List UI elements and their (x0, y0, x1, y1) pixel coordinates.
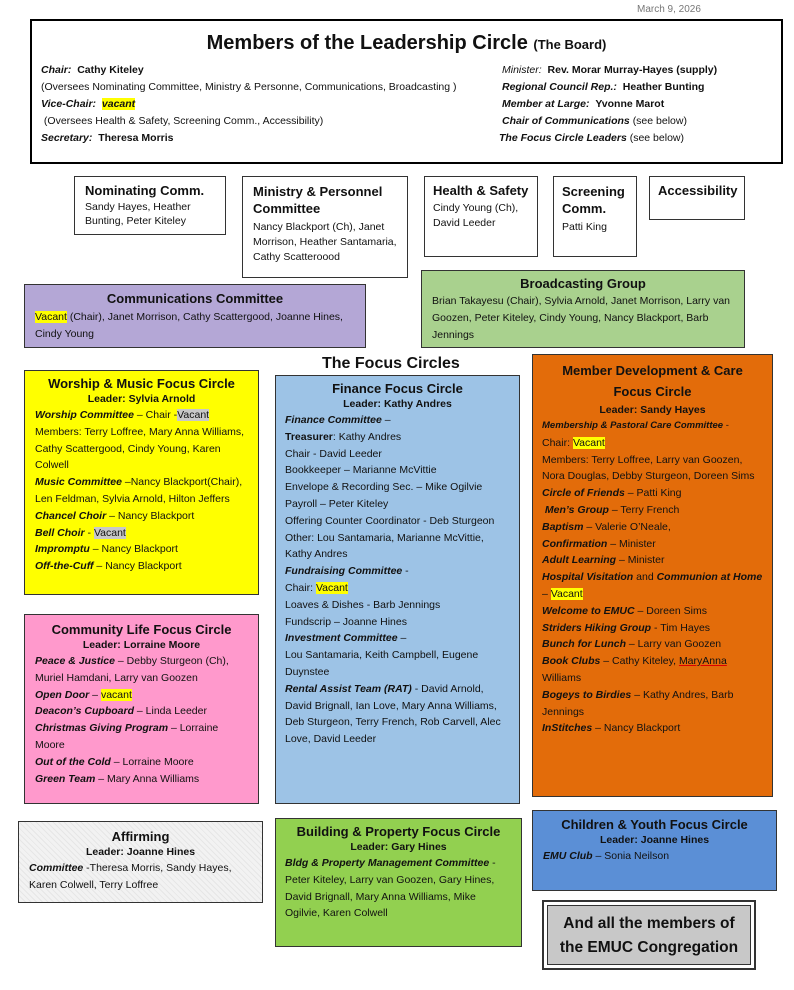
item-0 (542, 485, 763, 502)
board-chair (41, 62, 457, 79)
ministry-personnel-committee (242, 176, 408, 278)
nominating-members: Sandy Hayes, Heather Bunting, Peter Kiteley (85, 201, 191, 227)
deacon-label: Deacon’s Cupboard (35, 705, 134, 718)
finance-other: Other: Lou Santamaria, Marianne McVittie, Kathy Andres (285, 531, 484, 561)
item3-1-text: – Nancy Blackport (592, 722, 681, 735)
opendoor-label: Open Door (35, 688, 90, 701)
worship-music-circle (24, 370, 259, 595)
affirming-title: Affirming (111, 829, 170, 844)
pastoral-chair-vacant: Vacant (572, 436, 605, 449)
item2-2-text: – Larry van Goozen (626, 638, 722, 651)
music-label: Music Committee (35, 476, 122, 489)
investment-members: Lou Santamaria, Keith Campbell, Eugene Duynstee (285, 649, 479, 678)
item2-0 (542, 603, 763, 620)
leadership-board (30, 19, 783, 164)
item-1-label: Men’s Group (544, 503, 609, 516)
congregation-line1: And all the members of (563, 915, 735, 932)
bell-vacant: Vacant (93, 526, 126, 539)
children-leader: Leader: Joanne Hines (599, 834, 710, 846)
board-title-text: Members of the Leadership Circle (206, 32, 528, 54)
fundscrip: Fundscrip – Joanne Hines (285, 615, 407, 628)
board-member-at-large (502, 96, 717, 113)
building-members: Peter Kiteley, Larry van Goozen, Gary Hines, David Brignall, Mary Anna Williams, Mike Ogilvie, Karen Colwell (285, 873, 495, 920)
worship-committee-vacant: Vacant (177, 409, 210, 421)
deacons-cupboard (35, 703, 248, 720)
finance-chair: Chair - David Leeder (285, 447, 382, 460)
green-label: Green Team (35, 772, 96, 785)
item2-2-label: Bunch for Lunch (542, 638, 626, 651)
impromptu-text: – Nancy Blackport (89, 543, 178, 556)
item3-0-text: – Kathy Andres, Barb Jennings (542, 688, 734, 718)
offcuff-text: – Nancy Blackport (93, 560, 182, 573)
item-3-text: – Minister (607, 537, 656, 550)
finance-circle (275, 375, 520, 804)
board-regional (502, 79, 717, 96)
pastoral-chair-label: Chair: (542, 436, 573, 449)
offcuff-label: Off-the-Cuff (35, 560, 94, 573)
item2-0-label: Welcome to EMUC (542, 604, 635, 617)
vice-chair-value: vacant (101, 98, 136, 110)
fundraising-dash: - (402, 565, 409, 578)
fundraising-chair (285, 580, 510, 597)
christmas-label: Christmas Giving Program (35, 722, 169, 735)
hospital-dash: – (542, 587, 551, 600)
envelope-secretary: Envelope & Recording Sec. – Mike Ogilvie (285, 481, 483, 494)
christmas-text: – Lorraine Moore (35, 722, 219, 751)
affirming-leader: Leader: Joanne Hines (85, 846, 196, 858)
affirming-committee (29, 860, 252, 894)
focus-circles-heading: The Focus Circles (322, 355, 460, 372)
item-2-text: – Valerie O’Neale, (583, 520, 671, 533)
peace-text: – Debby Sturgeon (Ch), Muriel Hamdani, Larry van Goozen (35, 655, 229, 684)
hospital-and: and (633, 571, 657, 584)
rental-label: Rental Assist Team (RAT) (285, 682, 412, 695)
item-4-label: Adult Learning (542, 554, 617, 567)
item-3 (542, 536, 763, 553)
building-committee-dash: - (489, 857, 496, 869)
ministry-title: Ministry & Personnel Committee (253, 184, 383, 216)
emu-club-label: EMU Club (543, 850, 593, 862)
board-vice-chair (41, 96, 457, 113)
bell-label: Bell Choir (35, 526, 85, 539)
affirming-committee-text: -Theresa Morris, Sandy Hayes, Karen Colwell, Terry Loffree (29, 862, 232, 891)
regional-label: Regional Council Rep.: (502, 81, 617, 93)
community-life-circle (24, 614, 259, 804)
building-title: Building & Property Focus Circle (296, 824, 501, 839)
treasurer-text: : Kathy Andres (332, 430, 402, 443)
music-text: –Nancy Blackport(Chair), Len Feldman, Sylvia Arnold, Hilton Jeffers (35, 476, 243, 505)
building-list (285, 855, 512, 922)
communications-committee (24, 284, 366, 348)
finance-title: Finance Focus Circle (332, 381, 463, 396)
nominating-committee (74, 176, 226, 235)
congregation-box (542, 900, 756, 970)
item-0-text: – Patti King (624, 487, 682, 500)
chair-label: Chair: (41, 64, 72, 76)
item-1 (542, 502, 763, 519)
affirming-circle (18, 821, 263, 903)
worship-committee-text: – Chair - (133, 409, 178, 421)
hospital-vacant: Vacant (550, 587, 583, 600)
board-secretary (41, 130, 457, 147)
broadcasting-members: Brian Takayesu (Chair), Sylvia Arnold, Janet Morrison, Larry van Goozen, Peter Kiteley, Cindy Young, Nancy Blackport, Barb Jennings (432, 295, 731, 341)
item2-1-text: - Tim Hayes (651, 621, 711, 634)
finance-leader: Leader: Kathy Andres (343, 398, 452, 410)
board-title-suffix: (The Board) (533, 37, 607, 52)
opendoor-vacant: vacant (100, 688, 132, 701)
finance-committee-dash: – (381, 414, 391, 426)
outcold-label: Out of the Cold (35, 755, 111, 768)
peace-label: Peace & Justice (35, 655, 115, 667)
accessibility-committee (649, 176, 745, 220)
bookclubs-name: MaryAnna (678, 655, 727, 668)
christmas-giving (35, 720, 248, 754)
item2-0-text: – Doreen Sims (634, 604, 707, 617)
out-of-the-cold (35, 754, 248, 771)
item-3-label: Confirmation (542, 537, 608, 550)
investment-label: Investment Committee (285, 632, 398, 645)
deacon-text: – Linda Leeder (134, 705, 207, 718)
community-title: Community Life Focus Circle (51, 622, 232, 637)
nominating-title: Nominating Comm. (85, 183, 205, 198)
opendoor-text: – (89, 688, 101, 701)
minister-value: Rev. Morar Murray-Hayes (supply) (547, 64, 718, 76)
building-committee (285, 855, 512, 872)
rental-assist-team (285, 681, 510, 748)
impromptu (35, 541, 248, 558)
loaves-dishes: Loaves & Dishes - Barb Jennings (285, 598, 441, 611)
screening-members: Patti King (562, 221, 607, 233)
screening-title: Screening Comm. (562, 184, 625, 216)
member-dev-list (542, 418, 763, 737)
board-comm-chair (502, 113, 717, 130)
fundraising-chair-label: Chair: (285, 581, 316, 594)
accessibility-title: Accessibility (658, 183, 738, 198)
rental-text: - David Arnold, David Brignall, Ian Love, Mary Anna Williams, Deb Sturgeon, Terry French, Rob Carvell, Alec Love, David Leeder (285, 682, 501, 746)
health-safety-committee (424, 176, 538, 257)
bell-choir (35, 525, 248, 542)
fundraising-vacant: Vacant (315, 581, 348, 594)
comm-chair-label: Chair of Communications (502, 115, 630, 127)
communion-label: Communion at Home (656, 571, 763, 584)
member-label: Member at Large: (502, 98, 590, 110)
chancel-label: Chancel Choir (35, 509, 107, 522)
worship-title: Worship & Music Focus Circle (48, 376, 235, 391)
communications-title: Communications Committee (106, 291, 284, 306)
pastoral-members: Members: Terry Loffree, Larry van Goozen, Nora Douglas, Debby Sturgeon, Doreen Sims (542, 453, 755, 483)
health-title: Health & Safety (433, 183, 529, 198)
item-4 (542, 552, 763, 569)
board-focus-leaders (499, 130, 717, 147)
item-1-text: – Terry French (608, 503, 680, 516)
outcold-text: – Lorraine Moore (110, 755, 194, 768)
congregation-text (547, 905, 751, 965)
vice-chair-label: Vice-Chair: (41, 98, 97, 110)
board-title (42, 32, 771, 55)
board-left-column (41, 62, 457, 147)
affirming-committee-label: Committee (29, 862, 84, 874)
item-2 (542, 519, 763, 536)
impromptu-label: Impromptu (35, 543, 90, 556)
pastoral-dash: - (723, 420, 729, 431)
treasurer (285, 429, 510, 446)
item2-2 (542, 636, 763, 653)
children-title: Children & Youth Focus Circle (561, 817, 748, 832)
screening-committee (553, 176, 637, 257)
chancel-choir (35, 508, 248, 525)
open-door (35, 687, 248, 704)
focus-leaders-label: The Focus Circle Leaders (499, 132, 627, 144)
board-vice-note (41, 113, 457, 130)
secretary-label: Secretary: (41, 132, 93, 144)
vice-note-text: (Oversees Health & Safety, Screening Comm., Accessibility) (43, 115, 324, 127)
fundraising-label: Fundraising Committee (285, 565, 403, 578)
bookclubs-rest: Williams (542, 671, 582, 684)
bell-text: - (84, 526, 94, 539)
secretary-value: Theresa Morris (98, 132, 174, 144)
item-4-text: – Minister (616, 554, 665, 567)
item3-1-label: InStitches (542, 722, 593, 735)
finance-list (285, 412, 510, 748)
chair-value: Cathy Kiteley (77, 64, 144, 76)
green-text: – Mary Anna Williams (95, 772, 200, 785)
focus-leaders-note: (see below) (629, 132, 684, 144)
item-2-label: Baptism (542, 520, 584, 533)
offering-counter: Offering Counter Coordinator - Deb Sturgeon (285, 514, 495, 527)
finance-committee-label: Finance Committee (285, 414, 382, 426)
item-0-label: Circle of Friends (542, 487, 625, 500)
item2-1-label: Striders Hiking Group (542, 621, 652, 634)
hospital-visitation (542, 569, 763, 603)
off-the-cuff (35, 558, 248, 575)
treasurer-label: Treasurer (285, 430, 333, 443)
item3-0-label: Bogeys to Birdies (542, 688, 632, 701)
green-team (35, 771, 248, 788)
item3-0 (542, 687, 763, 721)
bookkeeper: Bookkeeper – Marianne McVittie (285, 464, 437, 477)
bookclubs-label: Book Clubs (542, 655, 601, 668)
building-committee-label: Bldg & Property Management Committee (285, 857, 490, 869)
communications-vacant: Vacant (35, 311, 67, 323)
regional-value: Heather Bunting (622, 81, 705, 93)
item3-1 (542, 720, 763, 737)
children-youth-circle (532, 810, 777, 891)
ministry-members: Nancy Blackport (Ch), Janet Morrison, Heather Santamaria, Cathy Scatteroood (253, 221, 397, 263)
payroll: Payroll – Peter Kiteley (285, 497, 389, 510)
health-members: Cindy Young (Ch), David Leeder (433, 202, 519, 229)
pastoral-chair (542, 435, 763, 452)
chancel-text: – Nancy Blackport (106, 509, 195, 522)
congregation-line2: the EMUC Congregation (559, 939, 739, 956)
item2-1 (542, 620, 763, 637)
worship-leader: Leader: Sylvia Arnold (87, 393, 196, 405)
broadcasting-group (421, 270, 745, 348)
emu-club-text: – Sonia Neilson (592, 850, 670, 862)
community-list (35, 653, 248, 787)
pastoral-label: Membership & Pastoral Care Committee (542, 420, 724, 431)
communications-members-text: (Chair), Janet Morrison, Cathy Scattergood, Joanne Hines, Cindy Young (35, 311, 343, 340)
board-chair-note: (Oversees Nominating Committee, Ministry & Personne, Communications, Broadcasting ) (41, 81, 457, 93)
peace-justice (35, 653, 248, 687)
hospital-label: Hospital Visitation (542, 571, 634, 584)
music-committee (35, 474, 248, 508)
bookclubs-text: – Cathy Kiteley, (600, 655, 679, 668)
board-minister (502, 62, 717, 79)
worship-list (35, 407, 248, 575)
fundraising-committee (285, 563, 510, 580)
building-leader: Leader: Gary Hines (350, 841, 447, 853)
member-value: Yvonne Marot (595, 98, 665, 110)
emu-club (543, 848, 766, 865)
minister-label: Minister: (502, 64, 542, 76)
finance-committee (285, 412, 510, 429)
member-dev-title: Member Development & Care Focus Circle (562, 363, 743, 399)
worship-committee (35, 407, 248, 424)
pastoral-committee (542, 418, 763, 435)
broadcasting-title: Broadcasting Group (520, 276, 646, 291)
board-right-column (499, 62, 718, 147)
investment-committee (285, 630, 510, 647)
comm-chair-note: (see below) (632, 115, 687, 127)
book-clubs (542, 653, 763, 687)
worship-members: Members: Terry Loffree, Mary Anna Williams, Cathy Scattergood, Cindy Young, Karen Colwell (35, 425, 245, 472)
investment-dash: – (397, 632, 407, 645)
date: March 9, 2026 (637, 4, 701, 15)
member-dev-leader: Leader: Sandy Hayes (599, 404, 706, 416)
worship-committee-label: Worship Committee (35, 409, 134, 421)
community-leader: Leader: Lorraine Moore (82, 639, 201, 651)
building-property-circle (275, 818, 522, 947)
communications-members (35, 309, 355, 343)
member-development-circle (532, 354, 773, 797)
